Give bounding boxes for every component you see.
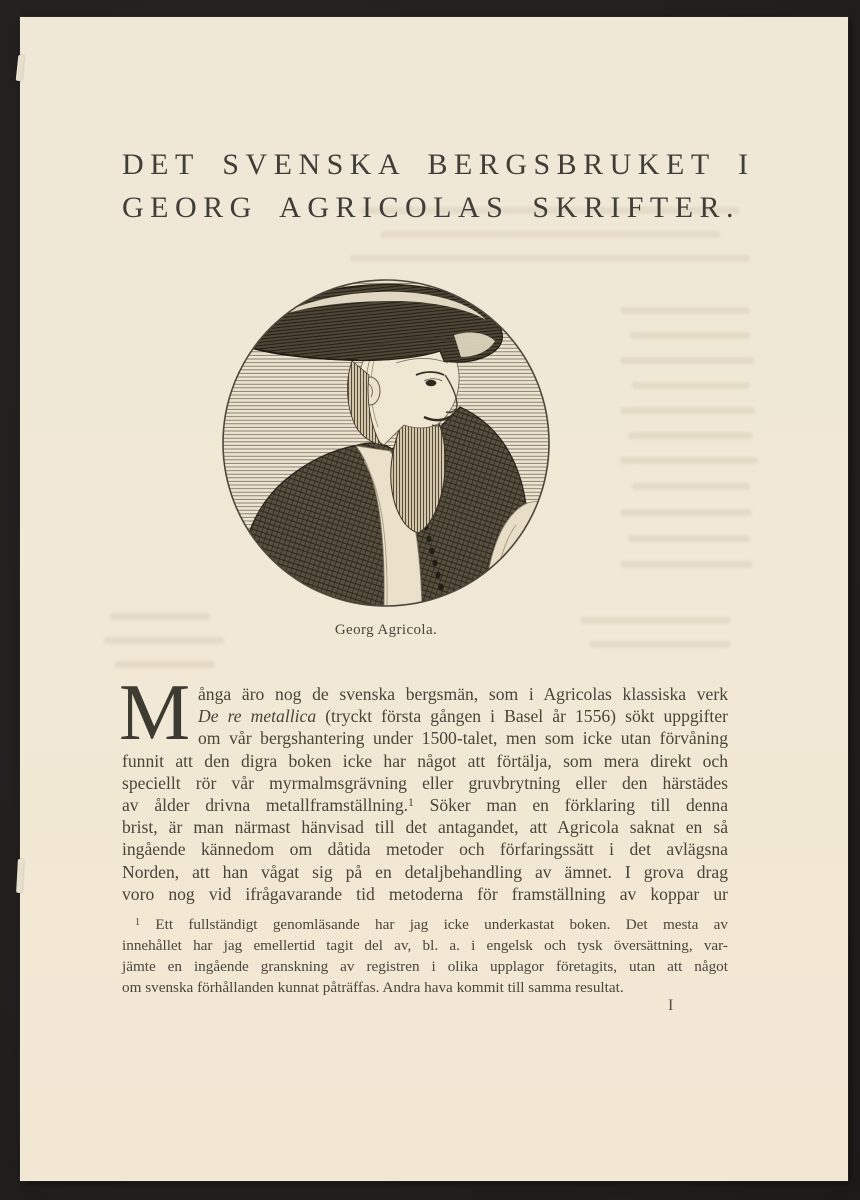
page-title xyxy=(122,143,755,229)
body-line: av ålder drivna metallframställning.$^1$ Söker man en förklaring till denna xyxy=(122,795,728,816)
portrait-engraving xyxy=(218,275,554,611)
portrait-figure xyxy=(218,275,554,639)
body-line: om vår bergshantering under 1500-talet, men som icke utan förvåning xyxy=(198,728,728,749)
portrait-caption: Georg Agricola. xyxy=(334,622,438,638)
footnote-line: innehållet har jag emellertid tagit del av, bl. a. i engelsk och tysk översättning, var- xyxy=(122,937,728,954)
title-line-1: DET SVENSKA BERGSBRUKET I xyxy=(122,148,755,181)
footnote xyxy=(122,914,728,998)
binding-thread-mark xyxy=(16,859,24,893)
footnote-reference: 1 xyxy=(408,795,414,809)
footnote-line: $^1$ Ett fullständigt genomläsande har jag icke underkastat boken. Det mesta av xyxy=(135,916,729,933)
footnote-line: jämte en ingående granskning av registren i olika upplagor företagits, utan att något xyxy=(122,958,728,975)
footnote-marker: 1 xyxy=(135,916,141,928)
body-line: brist, är man närmast hänvisad till det antagandet, att Agricola saknat en så xyxy=(122,817,728,838)
body-line: voro nog vid ifrågavarande tid metoderna för framställning av koppar ur xyxy=(122,883,728,904)
footnote-line: om svenska förhållanden kunnat påträffas. Andra hava kommit till samma resultat. xyxy=(122,979,624,996)
body-line: De re metallica (tryckt första gången i Basel år 1556) sökt uppgifter xyxy=(198,706,728,727)
body-paragraph xyxy=(119,669,728,905)
italic-book-title: De re metallica xyxy=(198,706,317,727)
binding-thread-mark xyxy=(16,55,25,81)
page-number: I xyxy=(668,997,674,1014)
body-line: ingående kännedom om dåtida metoder och förfaringssätt i det avlägsna xyxy=(122,839,728,860)
body-line: funnit att den digra boken icke har något att förtälja, som mera direkt och xyxy=(122,750,728,771)
book-page xyxy=(20,17,848,1181)
body-line: speciellt rör vår myrmalmsgrävning eller gruvbrytning eller den härstädes xyxy=(122,772,728,793)
body-line: Norden, att han vågat sig på en detaljbehandling av ämnet. I grova drag xyxy=(122,861,728,882)
body-line: ånga äro nog de svenska bergsmän, som i Agricolas klassiska verk xyxy=(198,684,728,704)
drop-cap: M xyxy=(119,669,191,757)
title-line-2: GEORG AGRICOLAS SKRIFTER. xyxy=(122,191,741,224)
